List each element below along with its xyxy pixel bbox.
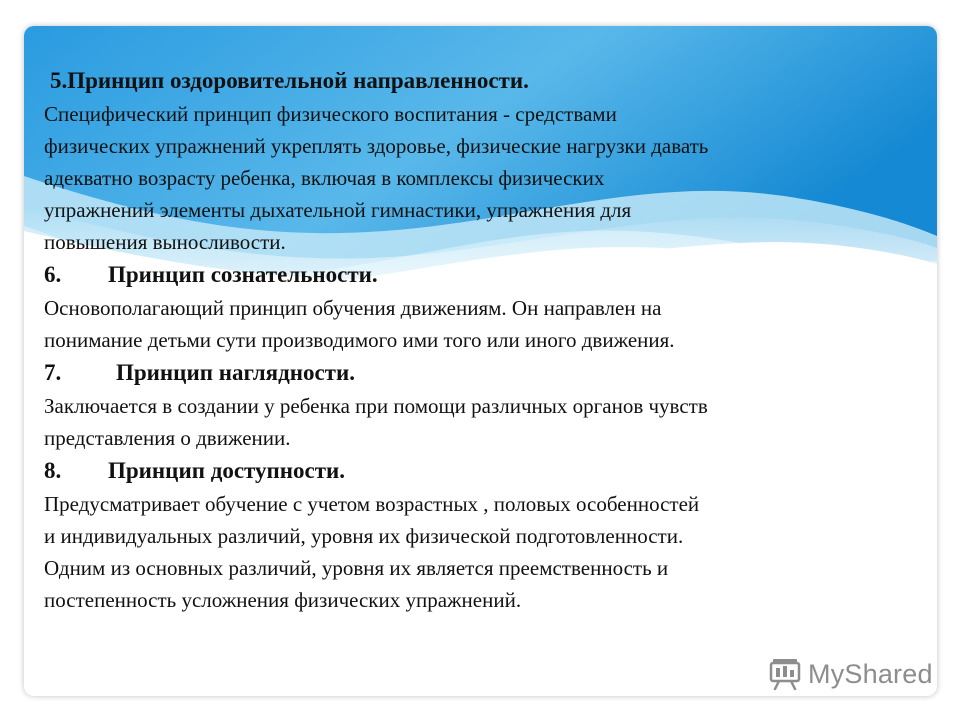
body-line: упражнений элементы дыхательной гимнастики, упражнения для <box>44 198 632 222</box>
section-body-5 <box>44 98 924 258</box>
presentation-board-icon <box>768 657 802 691</box>
body-line: Предусматривает обучение с учетом возрастных , половых особенностей <box>44 492 700 516</box>
section-heading-5 <box>44 64 924 98</box>
body-line: физических упражнений укреплять здоровье, физические нагрузки давать <box>44 134 709 158</box>
section-body-7 <box>44 390 924 454</box>
section-title: Принцип наглядности. <box>116 360 355 385</box>
body-line: постепенность усложнения физических упражнений. <box>44 588 522 612</box>
body-line: Основополагающий принцип обучения движениям. Он направлен на <box>44 296 662 320</box>
body-line: адекватно возрасту ребенка, включая в комплексы физических <box>44 166 605 190</box>
body-line: Одним из основных различий, уровня их является преемственность и <box>44 556 669 580</box>
section-number: 6. <box>44 262 62 287</box>
section-heading-7 <box>44 356 924 390</box>
body-line: понимание детьми сути производимого ими того или иного движения. <box>44 328 675 352</box>
section-body-6 <box>44 292 924 356</box>
section-title: Принцип сознательности. <box>108 262 378 287</box>
slide-content <box>44 64 924 616</box>
section-title: Принцип доступности. <box>108 458 346 483</box>
body-line: Заключается в создании у ребенка при помощи различных органов чувств <box>44 394 708 418</box>
watermark-text: MyShared <box>808 658 933 689</box>
section-number: 8. <box>44 458 62 483</box>
watermark <box>768 656 933 692</box>
section-number: 7. <box>44 360 62 385</box>
body-line: повышения выносливости. <box>44 230 286 254</box>
section-heading-8 <box>44 454 924 488</box>
section-heading-6 <box>44 258 924 292</box>
body-line: Специфический принцип физического воспитания - средствами <box>44 102 617 126</box>
body-line: представления о движении. <box>44 426 291 450</box>
body-line: и индивидуальных различий, уровня их физической подготовленности. <box>44 524 684 548</box>
slide <box>24 26 937 696</box>
section-body-8 <box>44 488 924 616</box>
section-title: 5.Принцип оздоровительной направленности. <box>50 68 529 93</box>
